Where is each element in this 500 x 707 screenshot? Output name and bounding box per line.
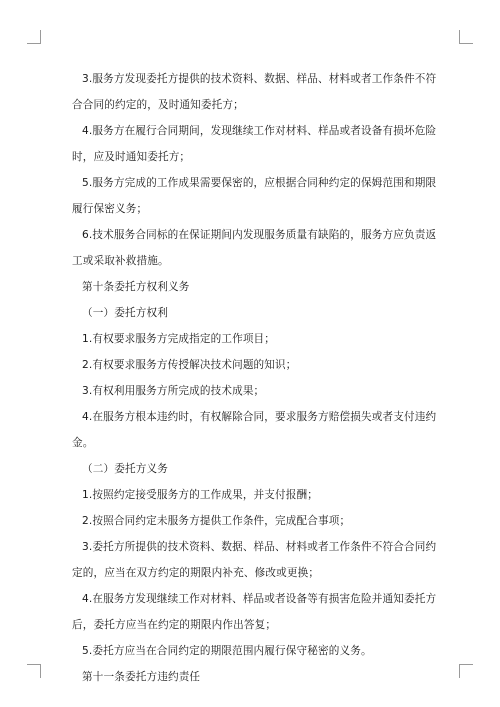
paragraph-service-item-3: 3.服务方发现委托方提供的技术资料、数据、样品、材料或者工作条件不符合合同的约定的，及时通知委托方；: [72, 73, 437, 111]
paragraph-obligations-item-2: 2.按照合同约定未服务方提供工作条件，完成配合事项；: [82, 515, 351, 527]
paragraph-obligations-item-3: 3.委托方所提供的技术资料、数据、样品、材料或者工作条件不符合合同约定的，应当在双方约定的期限内补充、修改或更换；: [72, 541, 437, 579]
section-heading-article-10: 第十条委托方权利义务: [82, 281, 190, 293]
subsection-heading-client-rights: （一）委托方权利: [82, 307, 168, 319]
paragraph-rights-item-3: 3.有权利用服务方所完成的技术成果；: [82, 385, 265, 397]
paragraph-service-item-4: 4.服务方在履行合同期间，发现继续工作对材料、样品或者设备有损坏危险时，应及时通知委托方；: [72, 125, 437, 163]
paragraph-service-item-5: 5.服务方完成的工作成果需要保密的，应根据合同种约定的保姆范围和期限履行保密义务；: [72, 177, 437, 215]
section-heading-article-11: 第十一条委托方违约责任: [82, 671, 201, 683]
crop-mark-top-right: [459, 30, 473, 44]
document-body: [72, 66, 442, 690]
paragraph-rights-item-2: 2.有权要求服务方传授解决技术问题的知识；: [82, 359, 297, 371]
paragraph-service-item-6: 6.技术服务合同标的在保证期间内发现服务质量有缺陷的，服务方应负责返工或采取补救措施。: [72, 229, 437, 267]
paragraph-rights-item-4: 4.在服务方根本违约时，有权解除合同，要求服务方赔偿损失或者支付违约金。: [72, 411, 437, 449]
paragraph-obligations-item-5: 5.委托方应当在合同约定的期限范围内履行保守秘密的义务。: [82, 645, 372, 657]
paragraph-rights-item-1: 1.有权要求服务方完成指定的工作项目；: [82, 333, 276, 345]
crop-mark-top-left: [27, 30, 41, 44]
paragraph-obligations-item-4: 4.在服务方发现继续工作对材料、样品或者设备等有损害危险并通知委托方后，委托方应当在约定的期限内作出答复；: [72, 593, 437, 631]
paragraph-obligations-item-1: 1.按照约定接受服务方的工作成果，并支付报酬；: [82, 489, 319, 501]
crop-mark-bottom-right: [459, 664, 473, 678]
subsection-heading-client-obligations: （二）委托方义务: [82, 463, 168, 475]
crop-mark-bottom-left: [27, 664, 41, 678]
